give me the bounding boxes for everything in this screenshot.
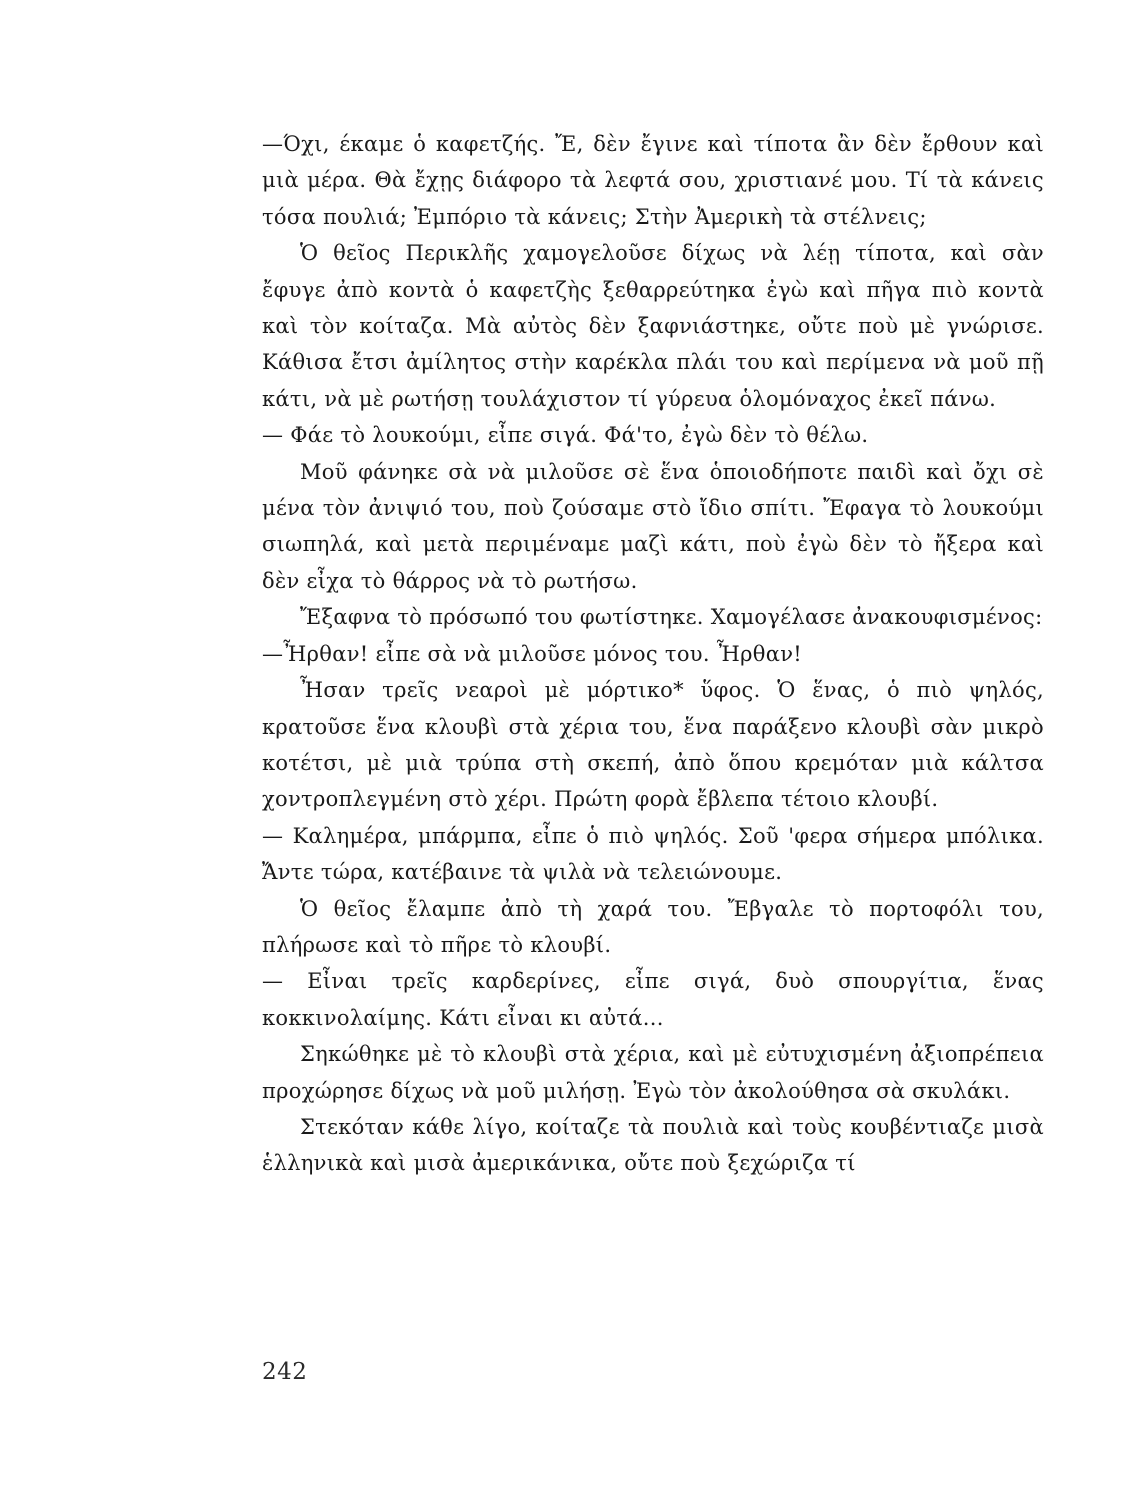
paragraph-dialogue: —Όχι, έκαμε ὁ καφετζής. Ἔ, δὲν ἔγινε καὶ τίποτα ἂν δὲν ἔρθουν καὶ μιὰ μέρα. Θὰ ἔχῃς διάφορο τὰ λεφτά σου, χριστιανέ μου. Τί τὰ κάνεις τόσα πουλιά; Ἐμπόριο τὰ κάνεις; Στὴν Ἀμερικὴ τὰ στέλνεις; [262,132,1044,229]
paragraph: Ἦσαν τρεῖς νεαροὶ μὲ μόρτικο* ὕφος. Ὁ ἕνας, ὁ πιὸ ψηλός, κρατοῦσε ἕνα κλουβὶ στὰ χέρια του, ἕνα παράξενο κλουβὶ σὰν μικρὸ κοτέτσι, μὲ μιὰ τρύπα στὴ σκεπή, ἀπὸ ὅπου κρεμόταν μιὰ κάλτσα χοντροπλεγμένη στὸ χέρι. Πρώτη φορὰ ἔβλεπα τέτοιο κλουβί. [262,678,1044,812]
paragraph: Ἔξαφνα τὸ πρόσωπό του φωτίστηκε. Χαμογέλασε ἀνακουφισμένος: [300,605,1043,630]
paragraph-dialogue: — Φάε τὸ λουκούμι, εἶπε σιγά. Φά'το, ἐγὼ δὲν τὸ θέλω. [262,423,869,448]
body-text [262,126,1044,1182]
paragraph: Ὁ θεῖος ἔλαμπε ἀπὸ τὴ χαρά του. Ἔβγαλε τὸ πορτοφόλι του, πλήρωσε καὶ τὸ πῆρε τὸ κλουβί. [262,896,1044,957]
paragraph-dialogue: — Εἶναι τρεῖς καρδερίνες, εἶπε σιγά, δυὸ σπουργίτια, ἕνας κοκκινολαίμης. Κάτι εἶναι κι αὐτά... [262,969,1044,1030]
paragraph: Σηκώθηκε μὲ τὸ κλουβὶ στὰ χέρια, καὶ μὲ εὐτυχισμένη ἀξιοπρέπεια προχώρησε δίχως νὰ μοῦ μιλήσῃ. Ἐγὼ τὸν ἀκολούθησα σὰ σκυλάκι. [262,1042,1044,1103]
paragraph: Ὁ θεῖος Περικλῆς χαμογελοῦσε δίχως νὰ λέῃ τίποτα, καὶ σὰν ἔφυγε ἀπὸ κοντὰ ὁ καφετζὴς ξεθαρρεύτηκα ἐγὼ καὶ πῆγα πιὸ κοντὰ καὶ τὸν κοίταζα. Μὰ αὐτὸς δὲν ξαφνιάστηκε, οὔτε ποὺ μὲ γνώρισε. Κάθισα ἔτσι ἀμίλητος στὴν καρέκλα πλάι του καὶ περίμενα νὰ μοῦ πῇ κάτι, νὰ μὲ ρωτήσῃ τουλάχιστον τί γύρευα ὁλομόναχος ἐκεῖ πάνω. [262,241,1044,411]
paragraph-dialogue: —Ἦρθαν! εἶπε σὰ νὰ μιλοῦσε μόνος του. Ἦρθαν! [262,641,803,666]
paragraph: Μοῦ φάνηκε σὰ νὰ μιλοῦσε σὲ ἕνα ὁποιοδήποτε παιδὶ καὶ ὄχι σὲ μένα τὸν ἀνιψιό του, ποὺ ζούσαμε στὸ ἴδιο σπίτι. Ἔφαγα τὸ λουκούμι σιωπηλά, καὶ μετὰ περιμέναμε μαζὶ κάτι, ποὺ ἐγὼ δὲν τὸ ἤξερα καὶ δὲν εἶχα τὸ θάρρος νὰ τὸ ρωτήσω. [262,459,1044,593]
page-number: 242 [262,1359,308,1385]
paragraph: Στεκόταν κάθε λίγο, κοίταζε τὰ πουλιὰ καὶ τοὺς κουβέντιαζε μισὰ ἑλληνικὰ καὶ μισὰ ἀμερικάνικα, οὔτε ποὺ ξεχώριζα τί [262,1114,1044,1176]
paragraph-dialogue: — Καλημέρα, μπάρμπα, εἶπε ὁ πιὸ ψηλός. Σοῦ 'φερα σήμερα μπόλικα. Ἄντε τώρα, κατέβαινε τὰ ψιλὰ νὰ τελειώνουμε. [262,823,1044,885]
